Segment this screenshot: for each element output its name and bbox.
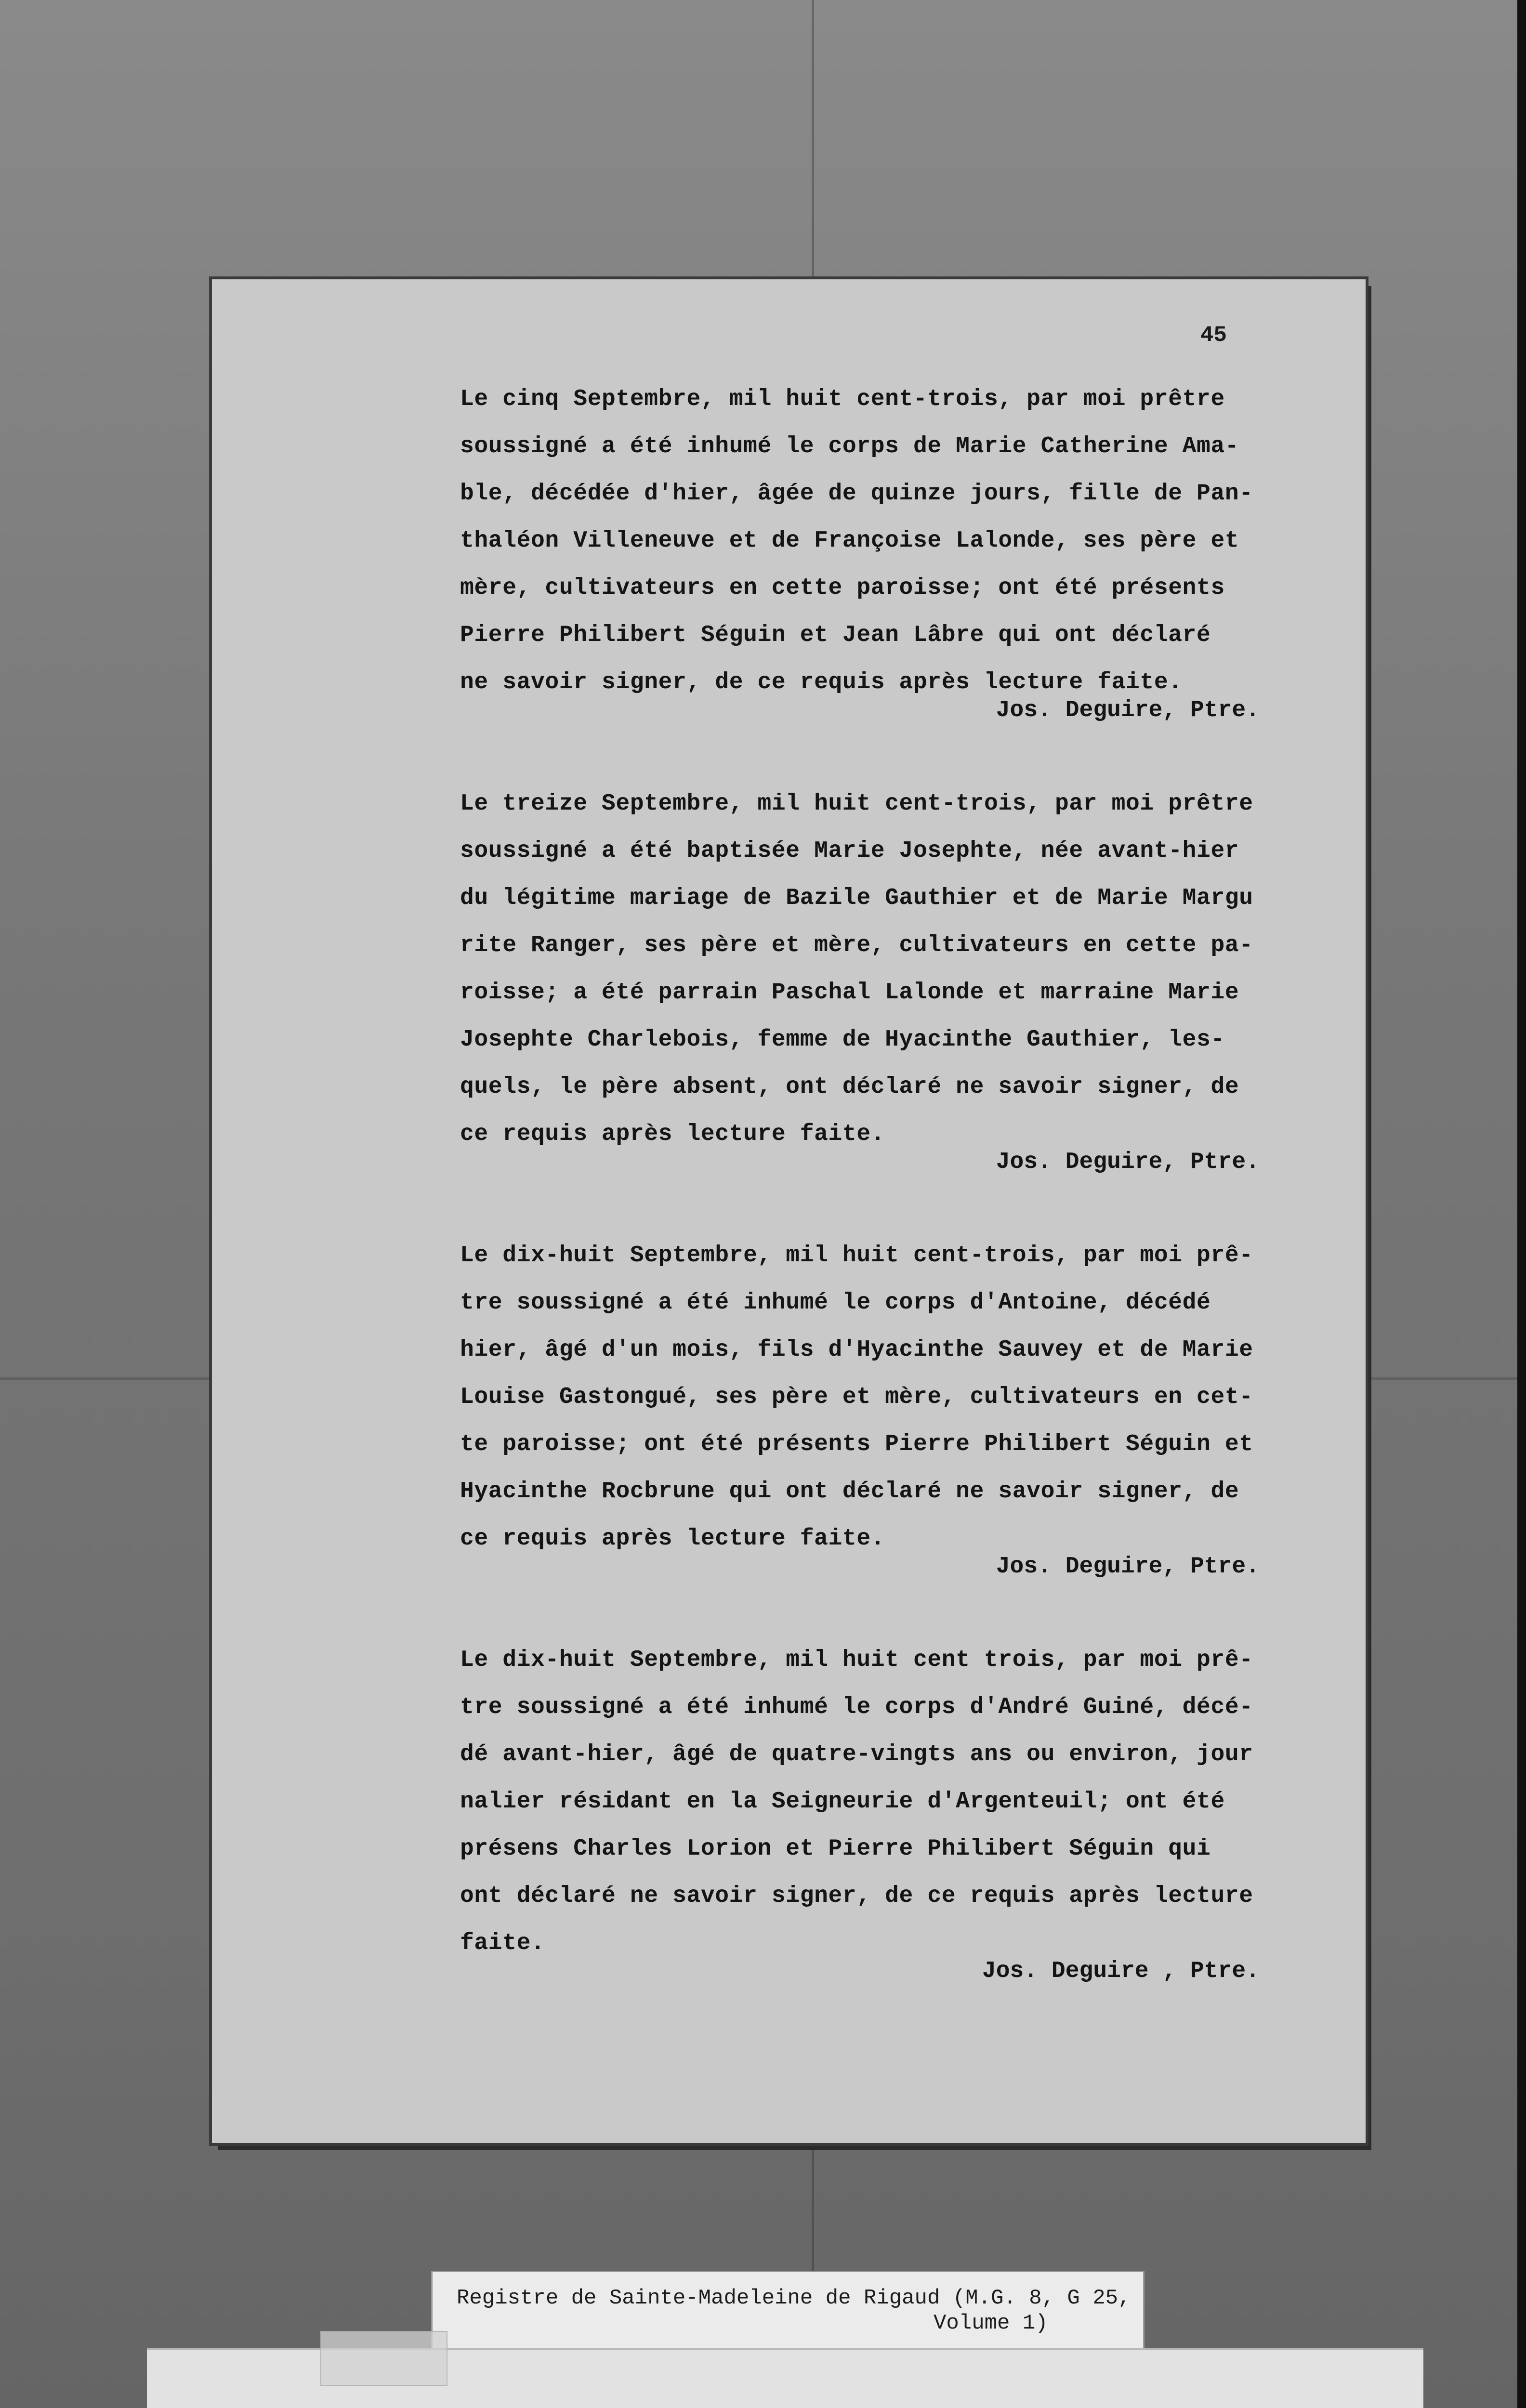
reference-line: Registre de Sainte-Madeleine de Rigaud (M.G. 8, G 25, (457, 2286, 1131, 2310)
entry-line: tre soussigné a été inhumé le corps d'André Guiné, décé- (460, 1694, 1253, 1720)
entry-line: du légitime mariage de Bazile Gauthier et de Marie Margu (460, 885, 1253, 911)
entry-line: Le treize Septembre, mil huit cent-trois, par moi prêtre (460, 791, 1253, 817)
priest-signature: Jos. Deguire, Ptre. (996, 1554, 1260, 1580)
entry-line: Josephte Charlebois, femme de Hyacinthe Gauthier, les- (460, 1027, 1225, 1053)
register-entry (460, 1636, 1269, 1984)
entry-line: Louise Gastongué, ses père et mère, cultivateurs en cet- (460, 1384, 1253, 1410)
entry-line: Le dix-huit Septembre, mil huit cent-trois, par moi prê- (460, 1243, 1253, 1269)
entry-line: soussigné a été baptisée Marie Josephte, née avant-hier (460, 838, 1239, 864)
entry-line: dé avant-hier, âgé de quatre-vingts ans ou environ, jour (460, 1741, 1253, 1767)
entry-line: soussigné a été inhumé le corps de Marie Catherine Ama- (460, 433, 1239, 459)
page-number: 45 (1200, 323, 1227, 348)
register-entry (460, 376, 1269, 723)
entry-line: te paroisse; ont été présents Pierre Philibert Séguin et (460, 1431, 1253, 1457)
entry-line: quels, le père absent, ont déclaré ne savoir signer, de (460, 1074, 1239, 1100)
archive-card (147, 2350, 1423, 2408)
entry-line: Le dix-huit Septembre, mil huit cent trois, par moi prê- (460, 1647, 1253, 1673)
reference-line: Volume 1) (934, 2311, 1048, 2335)
entry-line: ce requis après lecture faite. (460, 1121, 885, 1147)
entry-line: mère, cultivateurs en cette paroisse; ont été présents (460, 575, 1225, 601)
entry-line: présens Charles Lorion et Pierre Philibert Séguin qui (460, 1836, 1211, 1862)
entry-line: roisse; a été parrain Paschal Lalonde et marraine Marie (460, 980, 1239, 1006)
reference-label (431, 2271, 1144, 2351)
priest-signature: Jos. Deguire, Ptre. (996, 697, 1260, 723)
tape-strip (320, 2331, 447, 2386)
entry-line: Pierre Philibert Séguin et Jean Lâbre qui ont déclaré (460, 622, 1211, 648)
register-entries (460, 376, 1269, 2041)
entry-line: rite Ranger, ses père et mère, cultivateurs en cette pa- (460, 932, 1253, 958)
entry-line: nalier résidant en la Seigneurie d'Argenteuil; ont été (460, 1789, 1225, 1815)
film-edge (1517, 0, 1526, 2408)
entry-line: ne savoir signer, de ce requis après lecture faite. (460, 669, 1183, 695)
register-entry (460, 1232, 1269, 1580)
priest-signature: Jos. Deguire, Ptre. (996, 1149, 1260, 1175)
register-page (212, 279, 1366, 2143)
entry-line: ce requis après lecture faite. (460, 1526, 885, 1552)
entry-line: Hyacinthe Rocbrune qui ont déclaré ne savoir signer, de (460, 1479, 1239, 1505)
entry-line: Le cinq Septembre, mil huit cent-trois, par moi prêtre (460, 386, 1225, 412)
register-entry (460, 780, 1269, 1175)
entry-line: ble, décédée d'hier, âgée de quinze jours, fille de Pan- (460, 481, 1253, 507)
priest-signature: Jos. Deguire , Ptre. (982, 1958, 1260, 1984)
entry-line: hier, âgé d'un mois, fils d'Hyacinthe Sauvey et de Marie (460, 1337, 1253, 1363)
entry-line: thaléon Villeneuve et de Françoise Lalonde, ses père et (460, 528, 1239, 554)
entry-line: tre soussigné a été inhumé le corps d'Antoine, décédé (460, 1290, 1211, 1316)
entry-line: faite. (460, 1930, 545, 1956)
entry-line: ont déclaré ne savoir signer, de ce requis après lecture (460, 1883, 1253, 1909)
